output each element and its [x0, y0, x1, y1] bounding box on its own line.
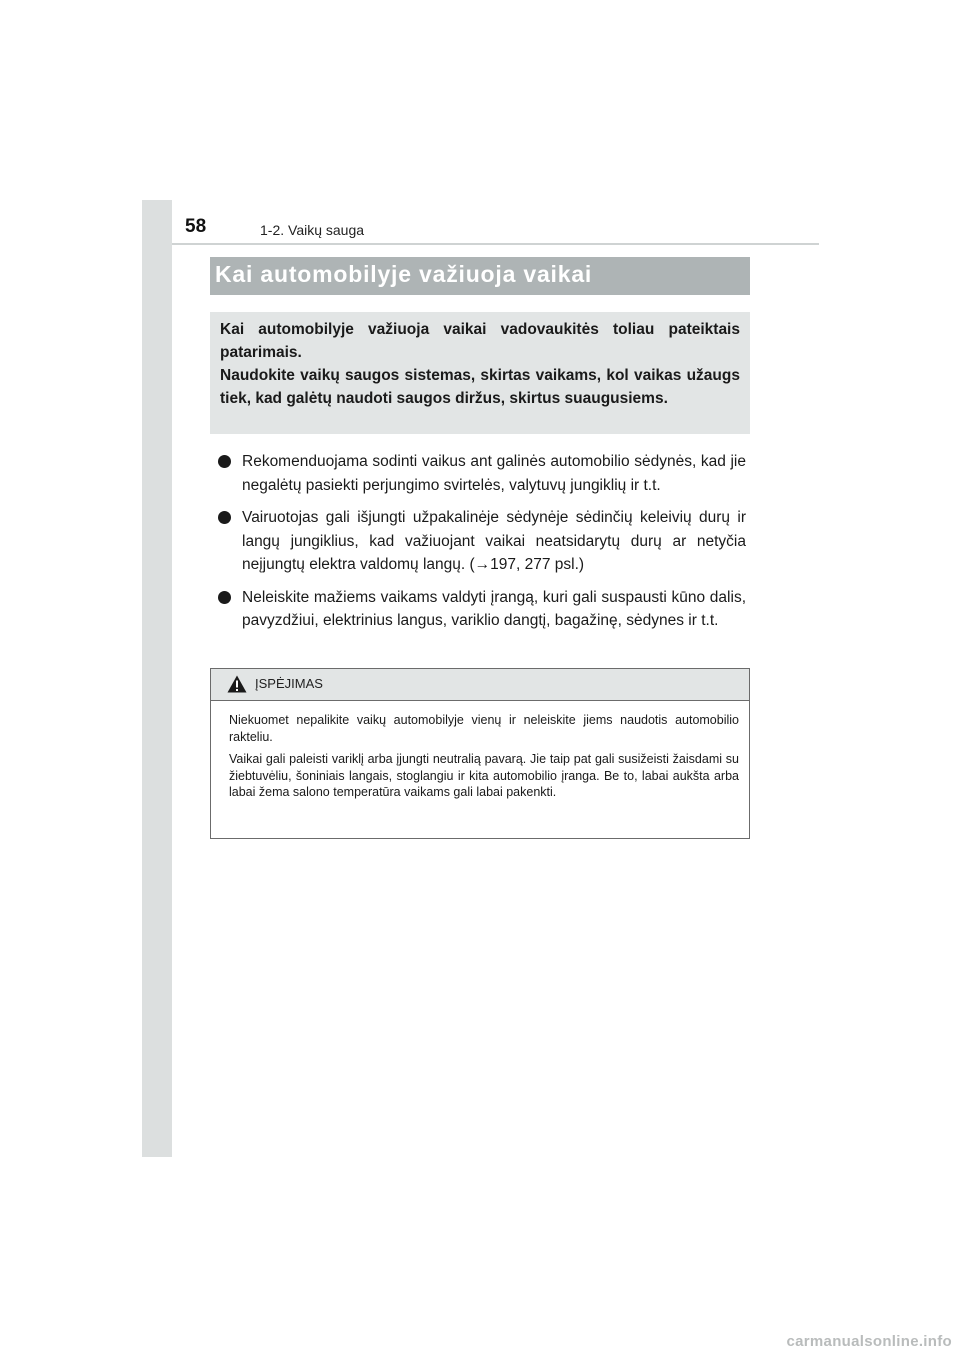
page-number: 58: [185, 216, 207, 237]
warning-triangle-icon: [227, 675, 247, 693]
watermark-link[interactable]: carmanualsonline.info: [786, 1333, 952, 1350]
section-title-bar: [210, 257, 750, 295]
list-item: [218, 586, 746, 633]
warning-box: [210, 668, 750, 839]
intro-paragraph: Kai automobilyje važiuoja vaikai vadovaukitės toliau pateiktais patarimais.: [220, 321, 740, 361]
section-title: Kai automobilyje važiuoja vaikai: [215, 261, 593, 287]
section-label: 1-2. Vaikų sauga: [260, 222, 365, 238]
list-item-text: Rekomenduojama sodinti vaikus ant galinės automobilio sėdynės, kad jie negalėtų pasiekti perjungimo svirtelės, valytuvų jungiklių ir t.t.: [242, 453, 746, 494]
warning-label: ĮSPĖJIMAS: [255, 676, 323, 691]
bullet-icon: [218, 591, 231, 604]
intro-paragraph: Naudokite vaikų saugos sistemas, skirtas vaikams, kol vaikas užaugs tiek, kad galėtų naudoti saugos diržus, skirtus suaugusiems.: [220, 367, 740, 407]
warning-body: [211, 701, 749, 801]
warning-paragraph: Niekuomet nepalikite vaikų automobilyje vienų ir neleiskite jiems naudotis automobilio rakteliu.: [229, 713, 739, 744]
list-item-text: Vairuotojas gali išjungti užpakalinėje sėdynėje sėdinčių keleivių durų ir langų jungiklius, kad važiuojant vaikai neatsidarytų durų ar netyčia neįjungtų elektra valdomų langų. (→197, 277 psl.): [242, 509, 746, 573]
intro-box: [210, 312, 750, 434]
warning-paragraph: Vaikai gali paleisti variklį arba įjungti neutralią pavarą. Jie taip pat gali susižeisti žaisdami su žiebtuvėliu, šoniniais langais, stoglangiu ir kita automobilio įranga. Be to, labai aukšta arba labai žema salono temperatūra vaikams gali labai pakenkti.: [229, 752, 739, 799]
warning-header: [211, 669, 749, 701]
side-margin-bar: [142, 200, 172, 1157]
list-item: [218, 450, 746, 497]
bullet-list: [218, 450, 746, 642]
list-item: [218, 506, 746, 577]
list-item-text: Neleiskite mažiems vaikams valdyti įrangą, kuri gali suspausti kūno dalis, pavyzdžiui, elektrinius langus, variklio dangtį, bagažinę, sėdynes ir t.t.: [242, 588, 746, 629]
header-divider: [172, 243, 819, 245]
bullet-icon: [218, 511, 231, 524]
bullet-icon: [218, 455, 231, 468]
